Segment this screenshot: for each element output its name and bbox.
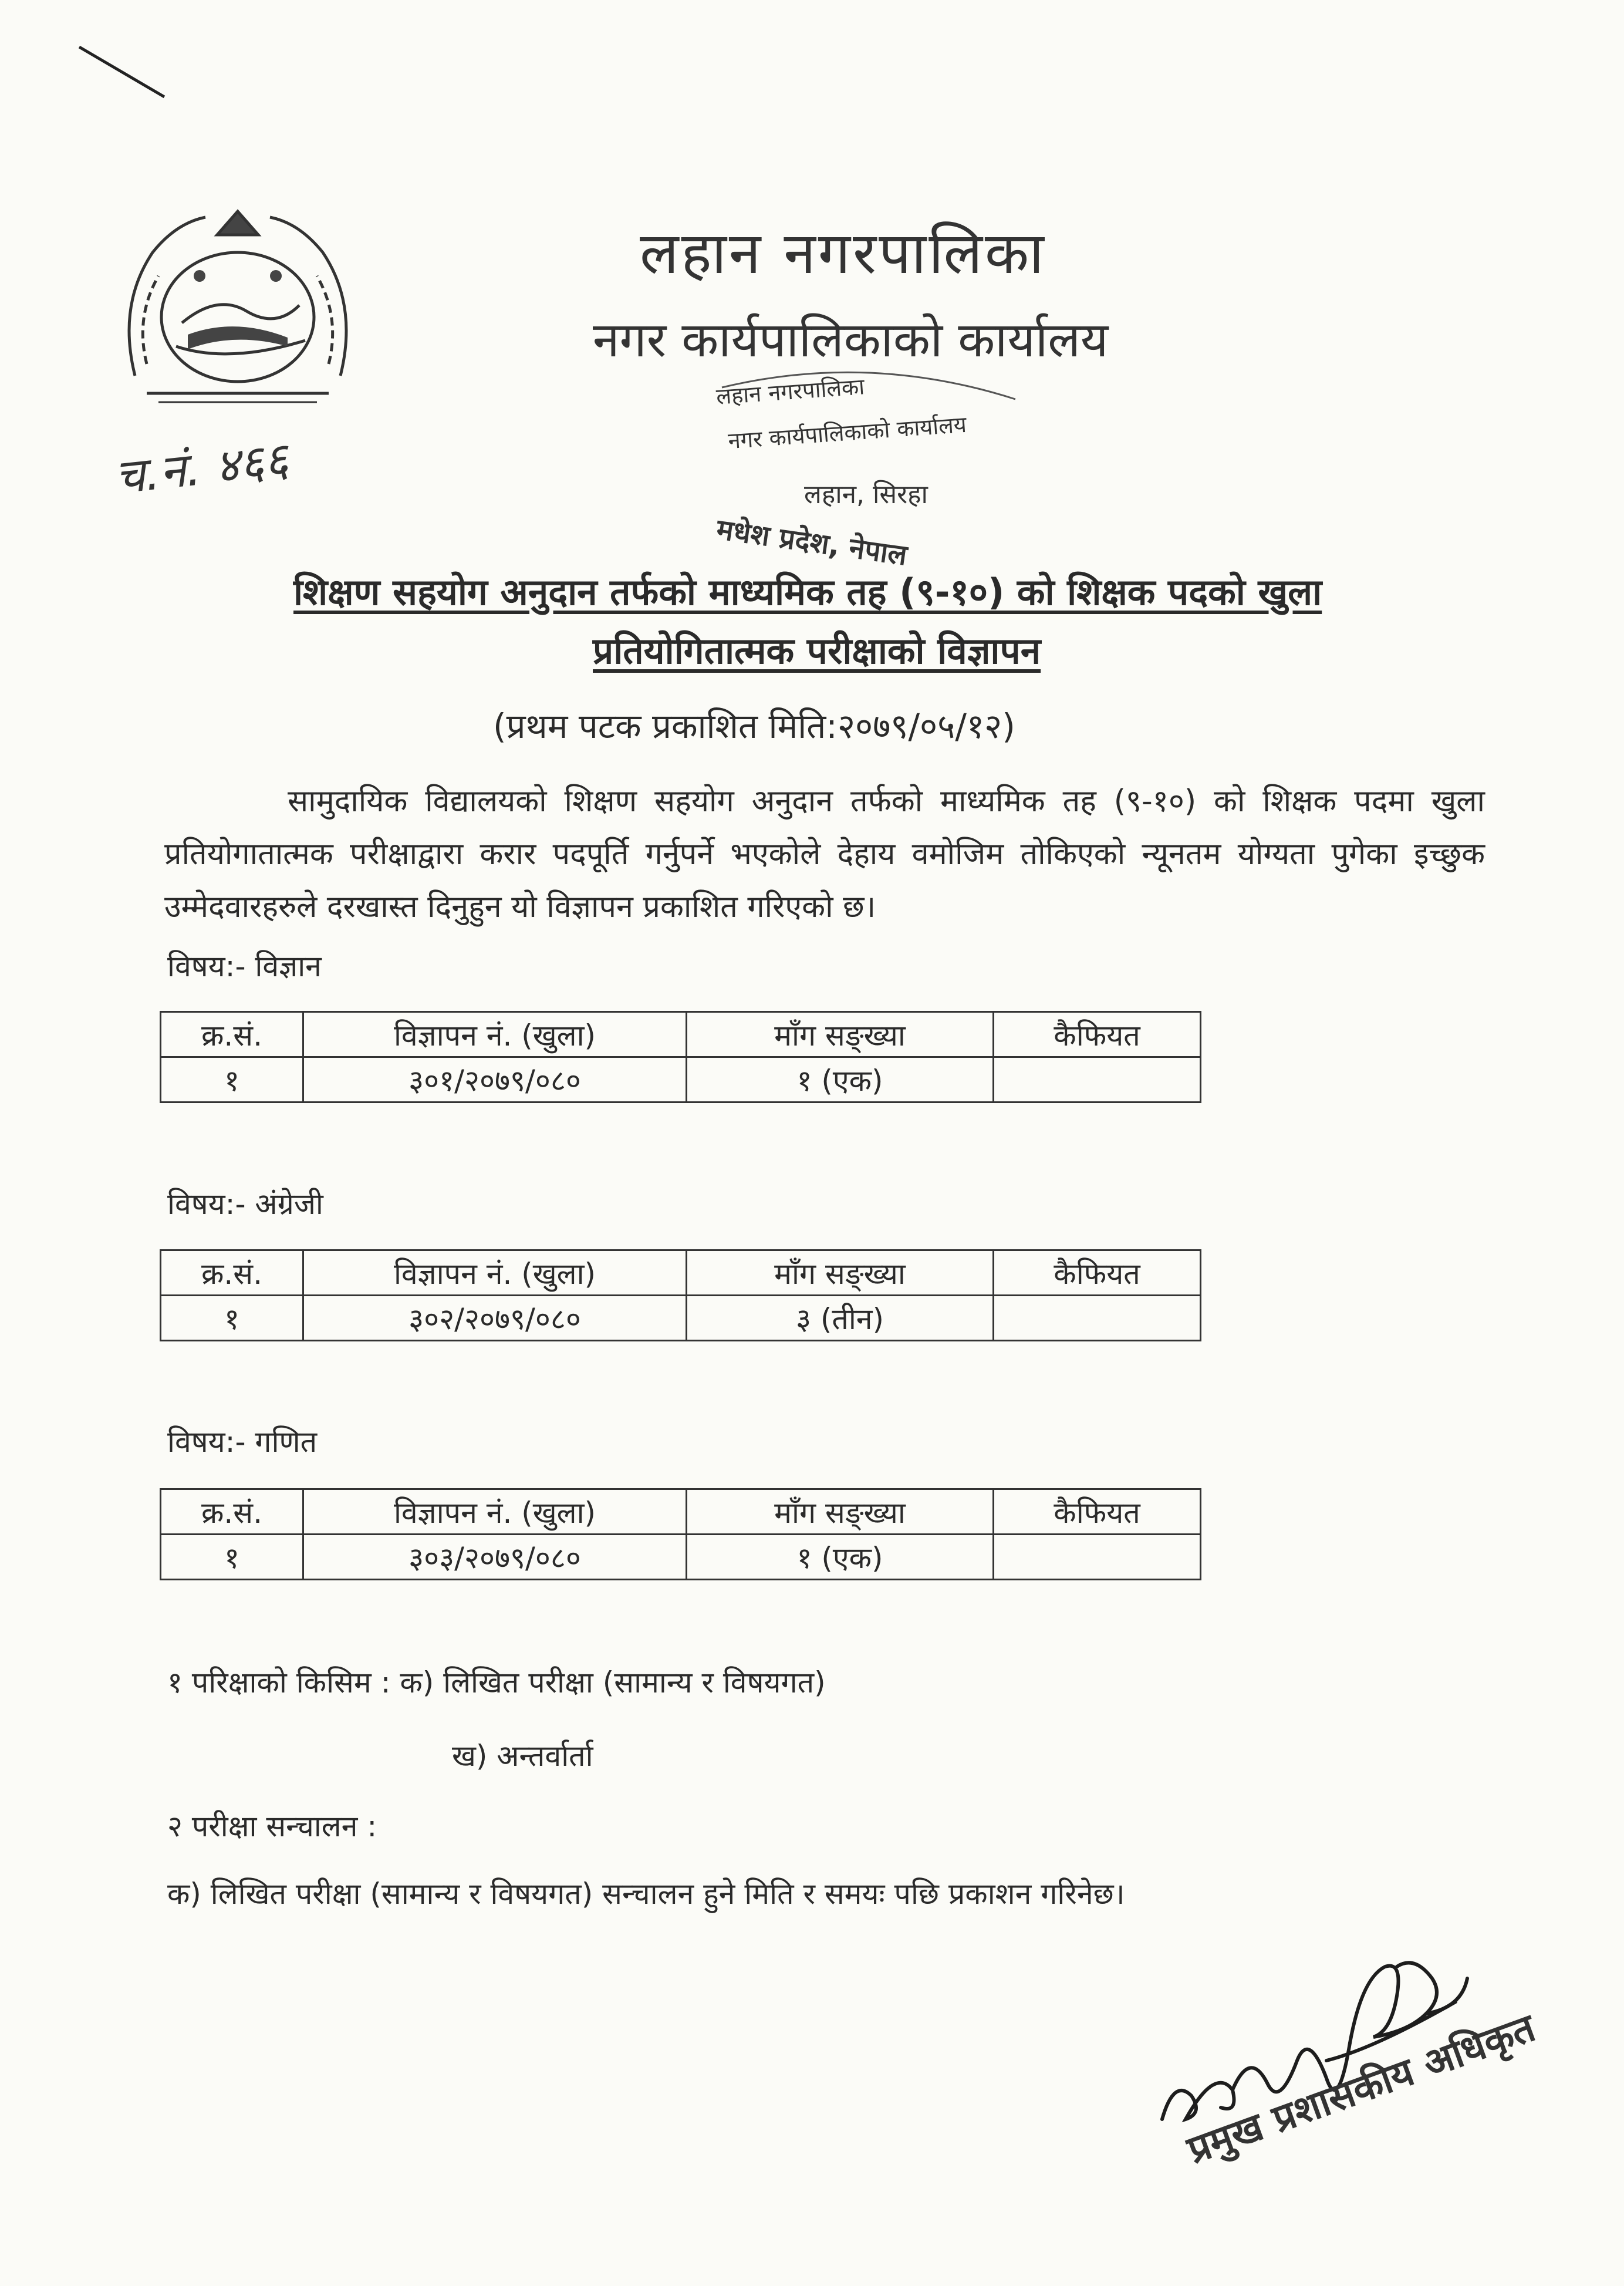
cell-remarks xyxy=(994,1296,1201,1341)
cell-remarks xyxy=(994,1057,1201,1102)
organization-name: लहान नगरपालिका xyxy=(640,220,1046,287)
col-header-sn: क्र.सं. xyxy=(161,1250,303,1296)
cell-sn: १ xyxy=(161,1296,303,1341)
table-row xyxy=(161,1296,1201,1341)
exam-conduct-line: क) लिखित परीक्षा (सामान्य र विषयगत) सन्चालन हुने मिति र समयः पछि प्रकाशन गरिनेछ। xyxy=(167,1877,1125,1911)
col-header-ad-no: विज्ञापन नं. (खुला) xyxy=(303,1489,687,1535)
table-row xyxy=(161,1057,1201,1102)
cell-ad-no: ३०२/२०७९/०८० xyxy=(303,1296,687,1341)
pen-mark xyxy=(76,41,176,106)
nepal-emblem-logo xyxy=(112,200,364,423)
col-header-demand: माँग सङ्ख्या xyxy=(687,1012,994,1057)
cell-demand: १ (एक) xyxy=(687,1057,994,1102)
signatory-title: प्रमुख प्रशासकीय अधिकृत xyxy=(1181,2005,1541,2173)
col-header-remarks: कैफियत xyxy=(994,1250,1201,1296)
subject-label-english: विषय:- अंग्रेजी xyxy=(167,1187,323,1221)
reference-number: च.नं. ४६६ xyxy=(112,431,291,505)
cell-sn: १ xyxy=(161,1535,303,1580)
ad-table-math xyxy=(160,1488,1201,1580)
office-stamp xyxy=(704,364,1033,581)
col-header-remarks: कैफियत xyxy=(994,1489,1201,1535)
stamp-text: नगर कार्यपालिकाको कार्यालय xyxy=(727,411,968,454)
col-header-ad-no: विज्ञापन नं. (खुला) xyxy=(303,1250,687,1296)
cell-ad-no: ३०१/२०७९/०८० xyxy=(303,1057,687,1102)
notice-title: शिक्षण सहयोग अनुदान तर्फको माध्यमिक तह (९-१०) को शिक्षक पदको खुला xyxy=(293,571,1322,613)
col-header-remarks: कैफियत xyxy=(994,1012,1201,1057)
exam-type-line: १ परिक्षाको किसिम : क) लिखित परीक्षा (सामान्य र विषयगत) xyxy=(167,1665,826,1700)
exam-conduct-heading: २ परीक्षा सन्चालन : xyxy=(167,1809,377,1843)
col-header-demand: माँग सङ्ख्या xyxy=(687,1489,994,1535)
cell-demand: १ (एक) xyxy=(687,1535,994,1580)
stamp-text: लहान, सिरहा xyxy=(804,480,928,510)
notice-subtitle: प्रतियोगितात्मक परीक्षाको विज्ञापन xyxy=(593,629,1041,672)
exam-type-interview: ख) अन्तर्वार्ता xyxy=(452,1739,593,1773)
col-header-demand: माँग सङ्ख्या xyxy=(687,1250,994,1296)
cell-sn: १ xyxy=(161,1057,303,1102)
col-header-sn: क्र.सं. xyxy=(161,1012,303,1057)
cell-ad-no: ३०३/२०७९/०८० xyxy=(303,1535,687,1580)
intro-paragraph: सामुदायिक विद्यालयको शिक्षण सहयोग अनुदान तर्फको माध्यमिक तह (९-१०) को शिक्षक पदमा खुला प्रतियोगातात्मक परीक्षाद्वारा करार पदपूर्ति गर्नुपर्ने भएकोले देहाय वमोजिम तोकिएको न्यूनतम योग्यता पुगेका इच्छुक उम्मेदवारहरुले दरखास्त दिनुहुन यो विज्ञापन प्रकाशित गरिएको छ। xyxy=(164,784,1485,925)
table-row xyxy=(161,1535,1201,1580)
cell-remarks xyxy=(994,1535,1201,1580)
ad-table-science xyxy=(160,1011,1201,1103)
col-header-sn: क्र.सं. xyxy=(161,1489,303,1535)
stamp-text: मधेश प्रदेश, नेपाल xyxy=(714,513,909,572)
subject-label-math: विषय:- गणित xyxy=(167,1425,318,1459)
publish-date: (प्रथम पटक प्रकाशित मिति:२०७९/०५/१२) xyxy=(493,706,1015,746)
col-header-ad-no: विज्ञापन नं. (खुला) xyxy=(303,1012,687,1057)
cell-demand: ३ (तीन) xyxy=(687,1296,994,1341)
ad-table-english xyxy=(160,1249,1201,1341)
subject-label-science: विषय:- विज्ञान xyxy=(167,949,322,983)
stamp-text: लहान नगरपालिका xyxy=(715,373,866,410)
office-name: नगर कार्यपालिकाको कार्यालय xyxy=(593,312,1109,368)
